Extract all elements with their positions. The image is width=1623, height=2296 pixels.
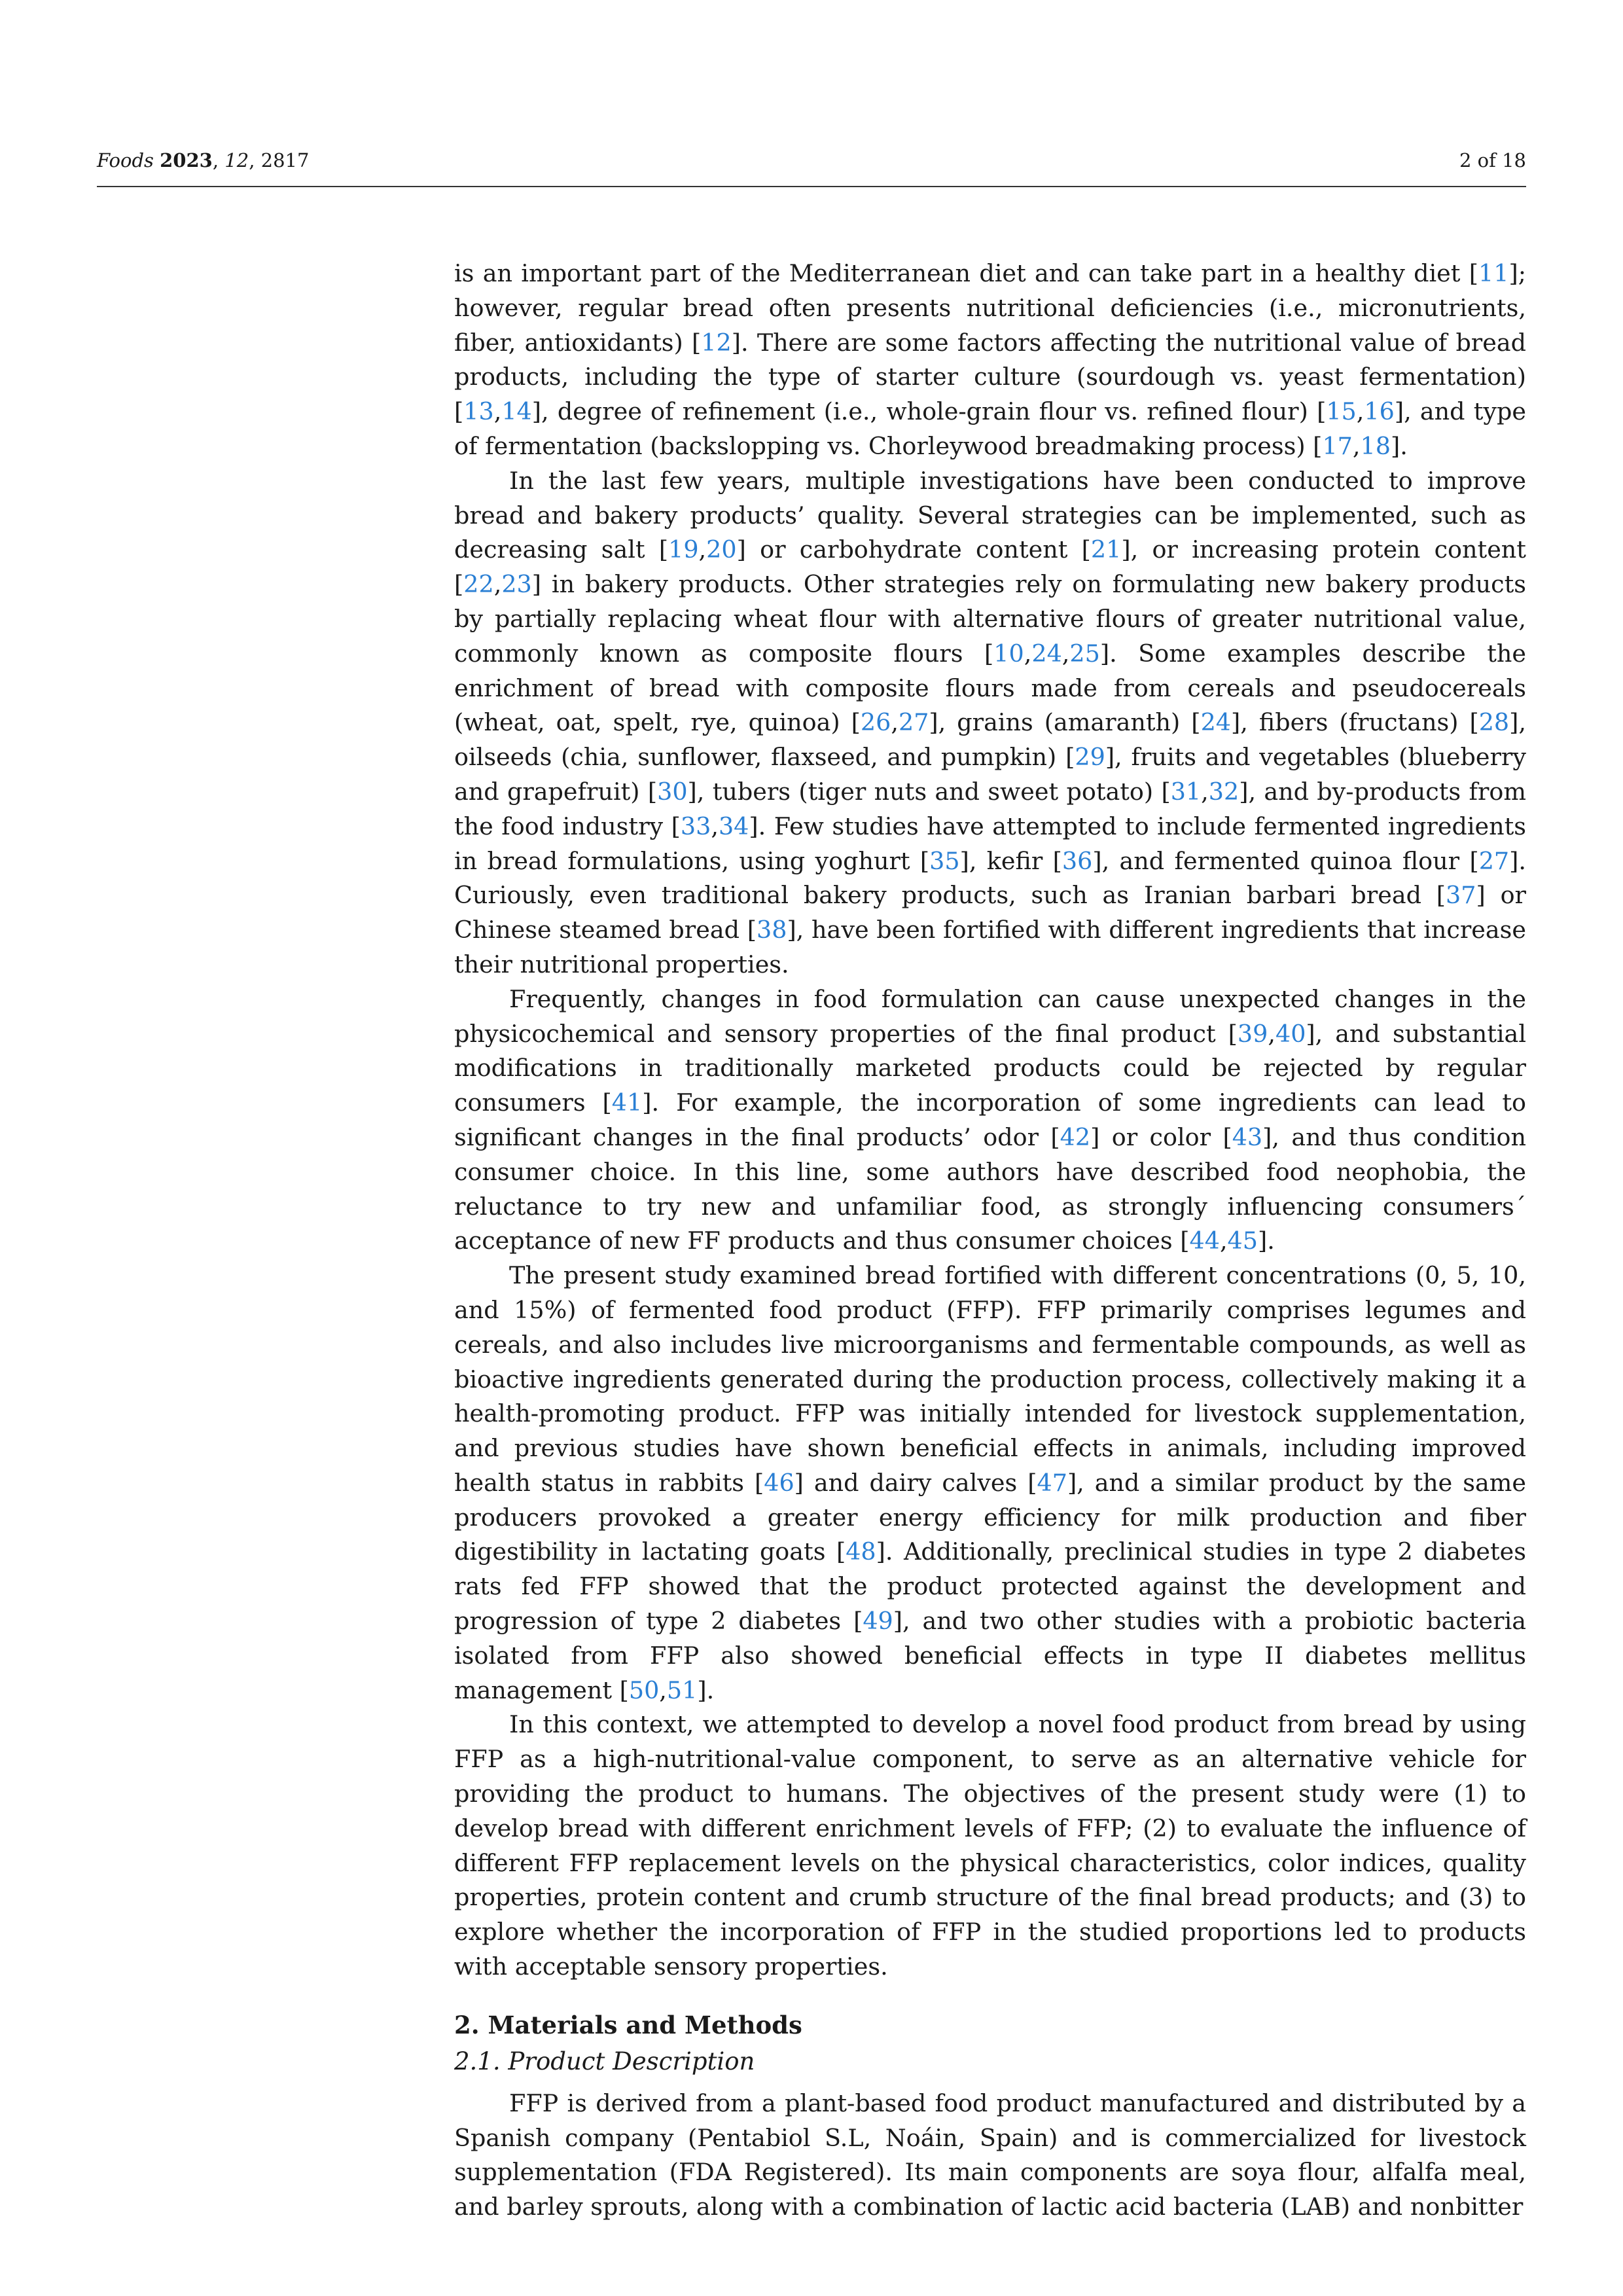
citation-link[interactable]: 47 [1037,1468,1067,1497]
paragraph [454,1708,1526,1984]
text-run: , [1024,639,1032,668]
citation-link[interactable]: 10 [993,639,1024,668]
citation-link[interactable]: 42 [1060,1122,1091,1151]
paragraph [454,1259,1526,1708]
text-run: ], kefir [ [959,846,1062,875]
citation-link[interactable]: 45 [1227,1227,1258,1255]
text-run: ]. There are some factors affecting the nutritional value of bread products, including the type of starter culture (sourdough vs. yeast fermentation) [ [454,328,1526,426]
text-run: , [1061,639,1070,668]
citation-link[interactable]: 38 [756,916,787,944]
citation-link[interactable]: 36 [1061,846,1093,875]
citation-link[interactable]: 33 [680,812,711,840]
citation-link[interactable]: 24 [1031,639,1062,668]
citation-link[interactable]: 32 [1208,777,1240,806]
citation-link[interactable]: 35 [929,846,960,875]
text-run: ], degree of refinement (i.e., whole-grain flour vs. refined flour) [ [531,397,1327,426]
text-run: , [1268,1019,1275,1048]
journal-citation: Foods 2023, 12, 2817 [97,149,310,171]
article-number: 2817 [260,149,310,171]
text-run: ]. Few studies have attempted to include fermented ingredients in bread formulations, using yoghurt [ [454,812,1527,875]
citation-link[interactable]: 27 [898,708,929,737]
citation-link[interactable]: 13 [463,397,494,426]
text-run: , [659,1676,667,1704]
text-run: ], and fermented quinoa flour [ [1092,846,1479,875]
text-run: ], have been fortified with different ingredients that increase their nutritional properties. [454,916,1526,978]
text-run: , [1219,1227,1228,1255]
citation-link[interactable]: 29 [1075,743,1105,772]
citation-link[interactable]: 27 [1478,846,1510,875]
text-run: ]. [1390,431,1408,460]
paragraph [454,982,1526,1259]
text-run: ]. Curiously, even traditional bakery products, such as Iranian barbari bread [ [454,846,1526,910]
citation-link[interactable]: 40 [1275,1019,1306,1048]
text-run: is an important part of the Mediterranean diet and can take part in a healthy diet [ [454,259,1478,287]
text-run: , [493,397,502,426]
citation-link[interactable]: 19 [668,535,699,564]
citation-link[interactable]: 16 [1364,397,1395,426]
text-run: ]. For example, the incorporation of some ingredients can lead to significant changes in the final products’ odor [ [454,1088,1526,1151]
page-number: 2 of 18 [1459,149,1526,171]
section-heading: 2. Materials and Methods [454,2010,802,2039]
text-run: ], and substantial modifications in traditionally marketed products could be rejected by regular consumers [ [454,1019,1526,1117]
text-run: ]. Some examples describe the enrichment of bread with composite flours made from cereals and pseudocereals (wheat, oat, spelt, rye, quinoa) [ [454,639,1527,737]
text-run: ] or carbohydrate content [ [736,535,1091,564]
text-run: ]; however, regular bread often presents nutritional deficiencies (i.e., micronutrients, fiber, antioxidants) [ [454,259,1526,357]
citation-link[interactable]: 50 [628,1676,660,1704]
text-run: ] or Chinese steamed bread [ [454,881,1526,944]
text-run: ], fruits and vegetables (blueberry and grapefruit) [ [454,743,1526,806]
citation-link[interactable]: 25 [1069,639,1100,668]
citation-link[interactable]: 28 [1478,708,1510,737]
text-run: , [493,570,502,599]
text-run: ], or increasing protein content [ [454,535,1526,599]
text-run: ] or color [ [1090,1122,1232,1151]
citation-link[interactable]: 46 [764,1468,794,1497]
paragraph [454,464,1526,982]
text-run: ], oilseeds (chia, sunflower, flaxseed, and pumpkin) [ [454,708,1526,772]
subsection-heading: 2.1. Product Description [454,2047,755,2075]
citation-link[interactable]: 20 [706,535,737,564]
citation-link[interactable]: 48 [846,1537,876,1566]
paragraph-list [454,257,1526,1984]
running-header [97,149,1526,187]
text-run: ], fibers (fructans) [ [1231,708,1479,737]
text-run: ], and two other studies with a probiotic bacteria isolated from FFP also showed beneficial effects in type II diabetes mellitus management [ [454,1607,1526,1704]
citation-link[interactable]: 15 [1326,397,1357,426]
journal-volume: 12 [224,149,249,171]
text-run: , [711,812,719,840]
text-run: In the last few years, multiple investigations have been conducted to improve bread and bakery products’ quality. Several strategies can be implemented, such as decreasing salt [ [454,466,1526,564]
text-run: ], and a similar product by the same producers provoked a greater energy efficiency for milk production and fiber digestibility in lactating goats [ [454,1468,1526,1566]
citation-link[interactable]: 14 [501,397,532,426]
citation-link[interactable]: 22 [463,570,494,599]
text-run: , [1201,777,1209,806]
text-run: ], tubers (tiger nuts and sweet potato) [ [687,777,1171,806]
citation-link[interactable]: 49 [863,1607,893,1636]
text-run: ]. [1258,1227,1275,1255]
citation-link[interactable]: 30 [657,777,688,806]
citation-link[interactable]: 51 [666,1676,698,1704]
citation-link[interactable]: 41 [611,1088,643,1117]
text-run: The present study examined bread fortified with different concentrations (0, 5, 10, and 15%) of fermented food product (FFP). FFP primarily comprises legumes and cereals, and also includes live microorganisms and fermentable compounds, as well as bioactive ingredients generated during the production process, collectively making it a health-promoting product. FFP was initially intended for livestock supplementation, and previous studies have shown beneficial effects in animals, including improved health status in rabbits [ [454,1261,1526,1497]
citation-link[interactable]: 23 [501,570,532,599]
text-run: ] in bakery products. Other strategies rely on formulating new bakery products by partially replacing wheat flour with alternative flours of greater nutritional value, commonly known as composite flours [ [454,570,1526,668]
article-body [454,257,1526,2225]
text-run: ], and by-products from the food industry [ [454,777,1526,840]
citation-link[interactable]: 11 [1478,259,1509,287]
citation-link[interactable]: 18 [1360,431,1391,460]
text-run: , [1352,431,1361,460]
text-run: ], and thus condition consumer choice. In this line, some authors have described food neophobia, the reluctance to try new and unfamiliar food, as strongly influencing consumers´ acceptance of new FF products and thus consumer choices [ [454,1122,1526,1255]
citation-link[interactable]: 21 [1090,535,1122,564]
citation-link[interactable]: 44 [1189,1227,1220,1255]
journal-name: Foods [97,149,154,171]
text-run: , [698,535,707,564]
citation-link[interactable]: 37 [1446,881,1476,910]
citation-link[interactable]: 12 [701,328,732,357]
citation-link[interactable]: 26 [860,708,891,737]
text-run: , [891,708,899,737]
citation-link[interactable]: 31 [1170,777,1202,806]
citation-link[interactable]: 39 [1237,1019,1268,1048]
text-run: , [1356,397,1364,426]
citation-link[interactable]: 34 [718,812,749,840]
text-run: ], and type of fermentation (backslopping vs. Chorleywood breadmaking process) [ [454,397,1526,460]
text-run: Frequently, changes in food formulation can cause unexpected changes in the physicochemical and sensory properties of the final product [ [454,984,1526,1048]
citation-link[interactable]: 43 [1232,1122,1263,1151]
citation-link[interactable]: 24 [1200,708,1232,737]
paragraph [454,257,1526,464]
text-run: ]. Additionally, preclinical studies in type 2 diabetes rats fed FFP showed that the product protected against the development and progression of type 2 diabetes [ [454,1537,1526,1636]
text-run: ]. [697,1676,715,1704]
text-run: ] and dairy calves [ [794,1468,1037,1497]
paragraph: FFP is derived from a plant-based food product manufactured and distributed by a Spanish company (Pentabiol S.L, Noáin, Spain) and is commercialized for livestock supplementation (FDA Registered). Its main components are soya flour, alfalfa meal, and barley sprouts, along with a combination of lactic acid bacteria (LAB) and nonbitter [454,2089,1526,2221]
journal-year: 2023 [160,149,213,171]
citation-link[interactable]: 17 [1322,431,1353,460]
text-run: In this context, we attempted to develop a novel food product from bread by using FFP as a high-nutritional-value component, to serve as an alternative vehicle for providing the product to humans. The objectives of the present study were (1) to develop bread with different enrichment levels of FFP; (2) to evaluate the influence of different FFP replacement levels on the physical characteristics, color indices, quality properties, protein content and crumb structure of the final bread products; and (3) to explore whether the incorporation of FFP in the studied proportions led to products with acceptable sensory properties. [454,1710,1526,1981]
text-run: ], grains (amaranth) [ [929,708,1201,737]
